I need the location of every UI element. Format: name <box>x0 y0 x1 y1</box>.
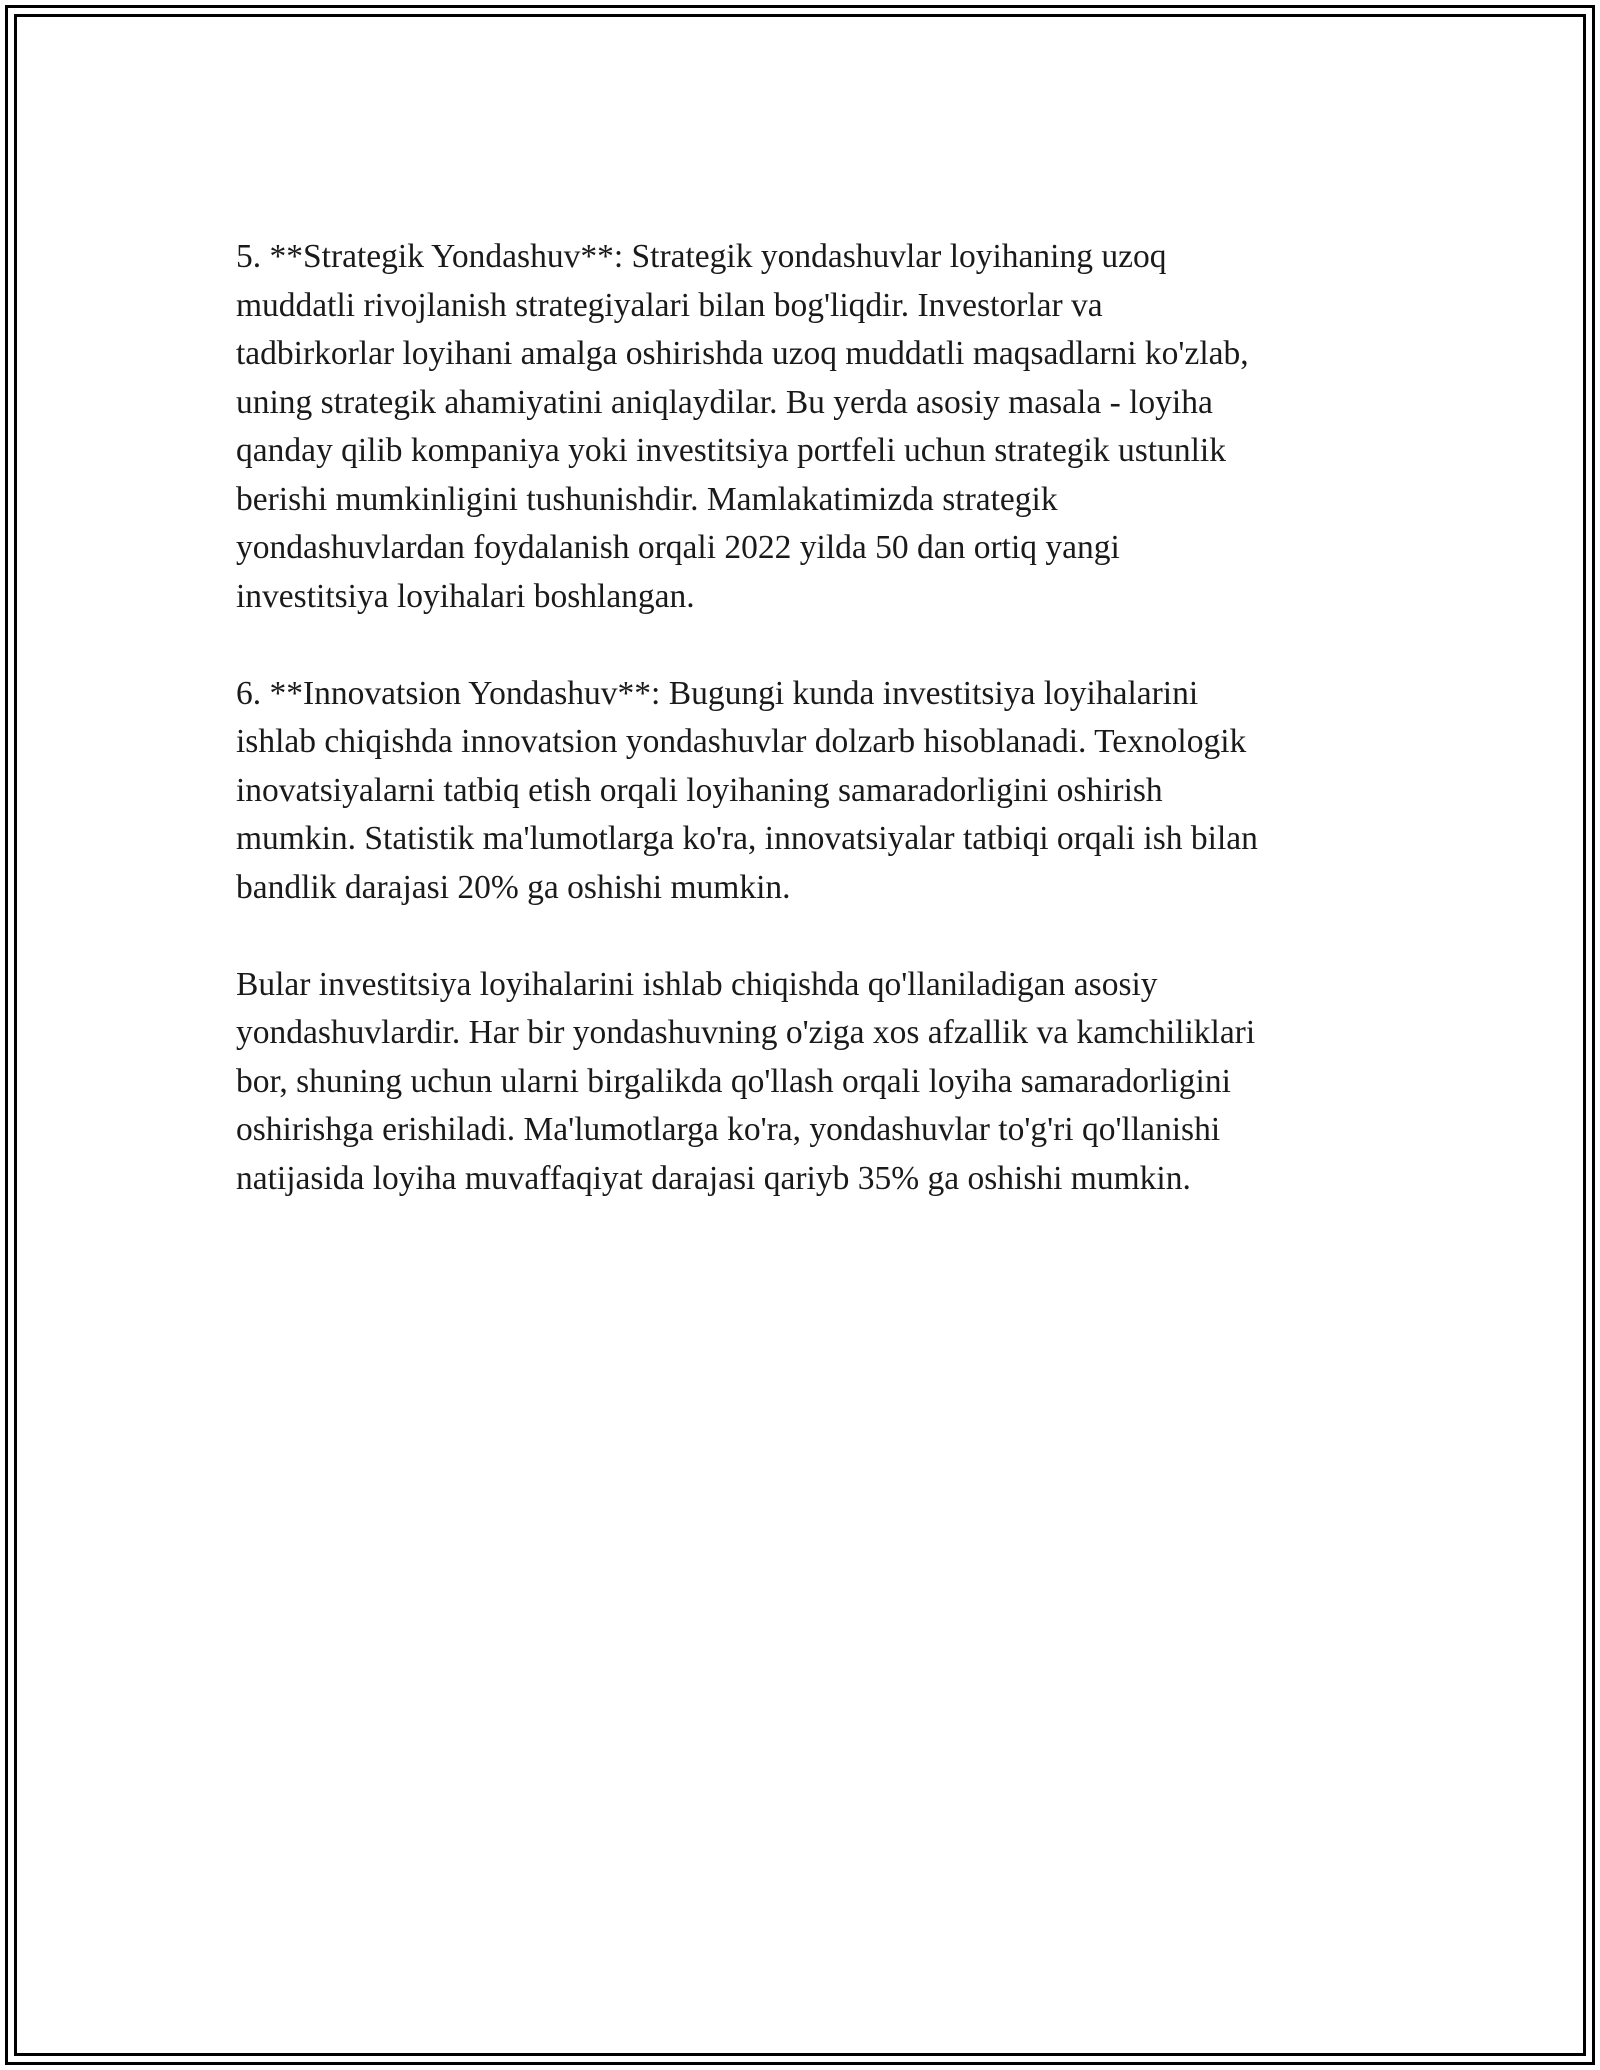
document-body <box>236 233 1366 1252</box>
paragraph-strategik-yondashuv: 5. **Strategik Yondashuv**: Strategik yondashuvlar loyihaning uzoq muddatli rivojlanish strategiyalari bilan bog'liqdir. Investorlar va tadbirkorlar loyihani amalga oshirishda uzoq muddatli maqsadlarni ko'zlab, uning strategik ahamiyatini aniqlaydilar. Bu yerda asosiy masala - loyiha qanday qilib kompaniya yoki investitsiya portfeli uchun strategik ustunlik berishi mumkinligini tushunishdir. Mamlakatimizda strategik yondashuvlardan foydalanish orqali 2022 yilda 50 dan ortiq yangi investitsiya loyihalari boshlangan. <box>236 238 1249 615</box>
paragraph-conclusion: Bular investitsiya loyihalarini ishlab chiqishda qo'llaniladigan asosiy yondashuvlardir. Har bir yondashuvning o'ziga xos afzallik va kamchiliklari bor, shuning uchun ularni birgalikda qo'llash orqali loyiha samaradorligini oshirishga erishiladi. Ma'lumotlarga ko'ra, yondashuvlar to'g'ri qo'llanishi natijasida loyiha muvaffaqiyat darajasi qariyb 35% ga oshishi mumkin. <box>236 965 1256 1197</box>
paragraph-innovatsion-yondashuv: 6. **Innovatsion Yondashuv**: Bugungi kunda investitsiya loyihalarini ishlab chiqishda innovatsion yondashuvlar dolzarb hisoblanadi. Texnologik inovatsiyalarni tatbiq etish orqali loyihaning samaradorligini oshirish mumkin. Statistik ma'lumotlarga ko'ra, innovatsiyalar tatbiqi orqali ish bilan bandlik darajasi 20% ga oshishi mumkin. <box>236 674 1258 906</box>
